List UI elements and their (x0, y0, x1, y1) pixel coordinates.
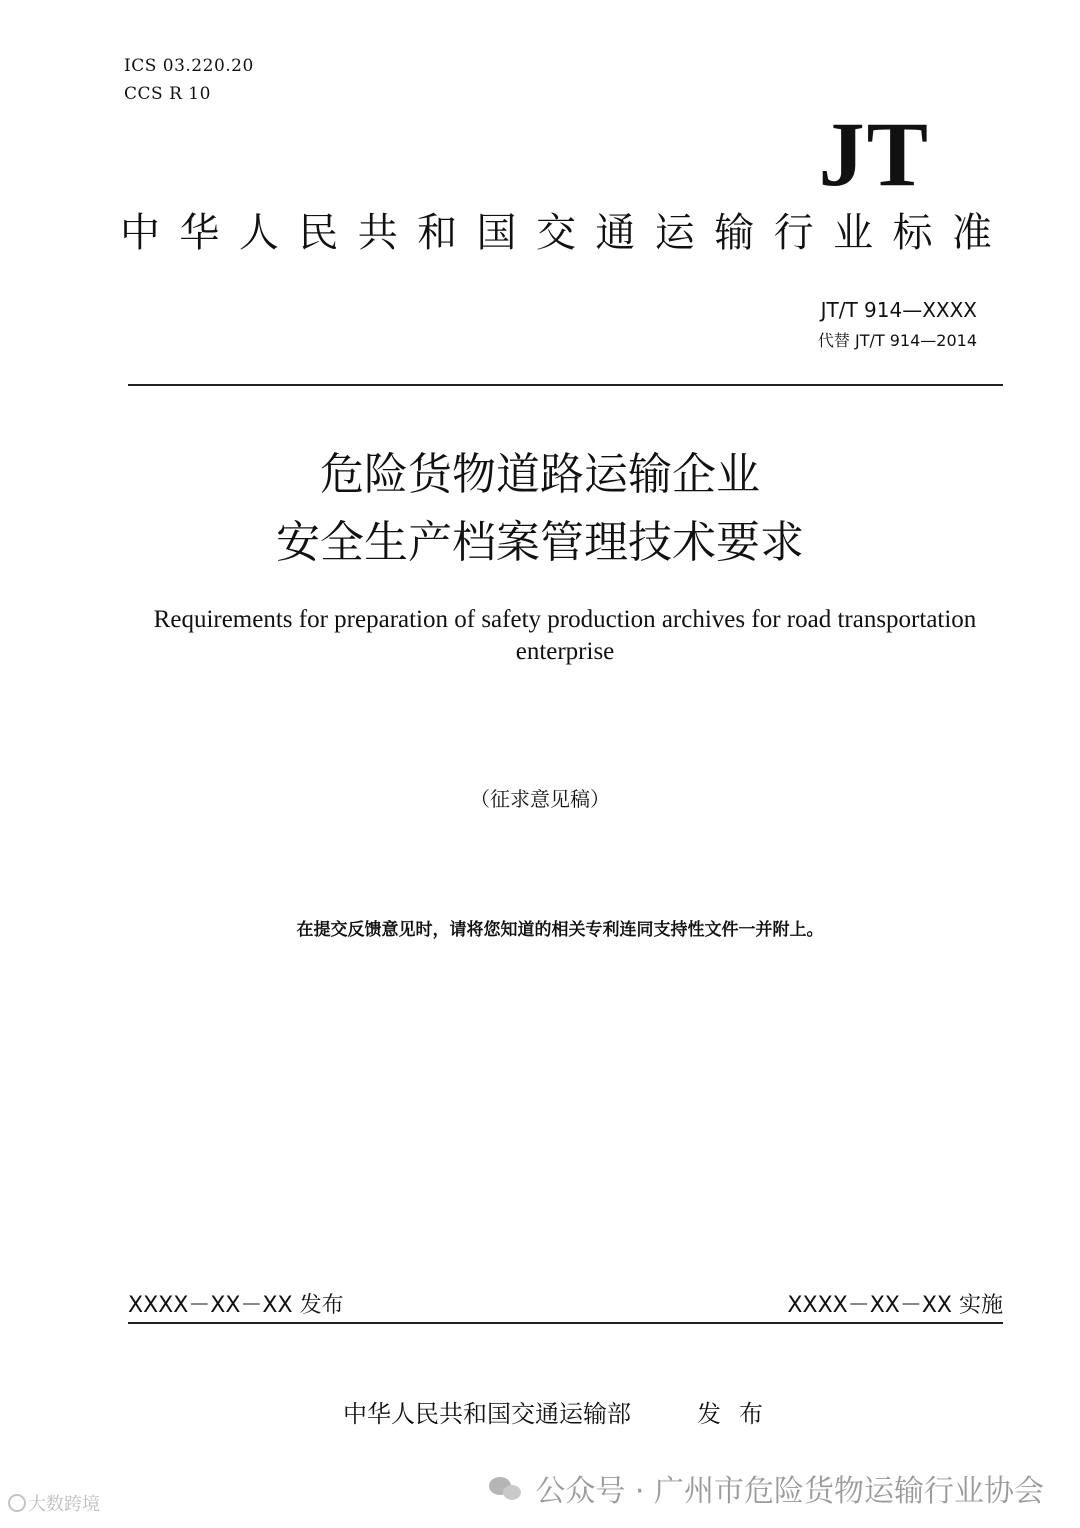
title-cn-line-2: 安全生产档案管理技术要求 (276, 517, 804, 568)
standard-type-char: 华 (179, 210, 220, 256)
corner-logo (8, 1490, 100, 1516)
standard-type-char: 中 (120, 210, 160, 256)
ccs-code: CCS R 10 (124, 84, 211, 104)
watermark-text: 公众号 · 广州市危险货物运输行业协会 (535, 1474, 1044, 1509)
standard-type-char: 共 (357, 210, 398, 256)
standard-type-char: 准 (951, 210, 992, 256)
standard-type-char: 运 (654, 210, 695, 256)
standard-number: JT/T 914—XXXX (820, 298, 977, 322)
standard-type-char: 标 (892, 210, 933, 256)
logo-ring-icon (8, 1494, 26, 1512)
wechat-watermark (489, 1466, 1044, 1510)
wechat-icon (489, 1473, 525, 1503)
standard-type-char: 和 (417, 210, 458, 256)
standard-type-char: 行 (773, 210, 814, 256)
standard-type-char: 输 (714, 210, 755, 256)
standard-type-char: 交 (535, 210, 576, 256)
implement-date: XXXX－XX－XX 实施 (787, 1293, 1003, 1318)
header-divider (128, 384, 1003, 386)
title-en: Requirements for preparation of safety production archives for road transportation enterprise (153, 606, 977, 665)
draft-label: （征求意见稿） (470, 787, 610, 811)
issuer: 中华人民共和国交通运输部 (343, 1400, 631, 1428)
title-cn-line-1: 危险货物道路运输企业 (320, 449, 760, 500)
standard-type-heading (120, 205, 992, 261)
corner-logo-text: 大数跨境 (28, 1494, 100, 1515)
ics-code: ICS 03.220.20 (124, 56, 254, 76)
standard-type-char: 民 (298, 210, 339, 256)
jt-mark: JT (818, 103, 930, 205)
issue-word: 发布 (697, 1400, 781, 1428)
standard-type-char: 业 (833, 210, 874, 256)
replaces-standard: 代替 JT/T 914—2014 (817, 331, 977, 350)
standard-type-char: 人 (238, 210, 279, 256)
standard-type-char: 国 (476, 210, 517, 256)
footer-divider (128, 1322, 1003, 1324)
standard-type-char: 通 (595, 210, 636, 256)
publish-date: XXXX－XX－XX 发布 (128, 1293, 344, 1318)
patent-notice: 在提交反馈意见时，请将您知道的相关专利连同支持性文件一并附上。 (296, 920, 824, 940)
classification-codes (124, 52, 254, 108)
